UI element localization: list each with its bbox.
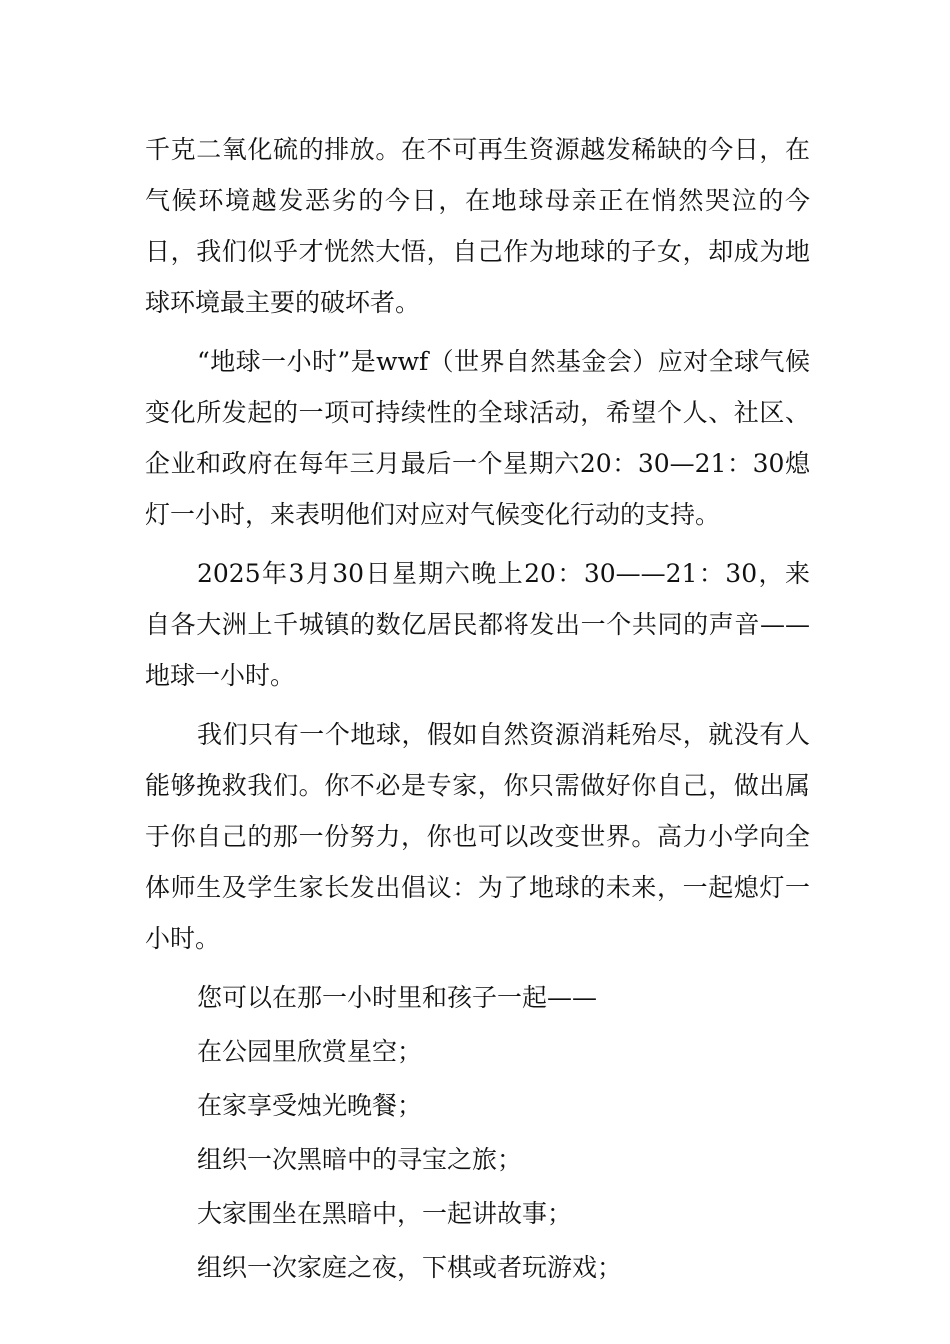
list-item: 组织一次黑暗中的寻宝之旅；: [197, 1145, 523, 1174]
document-body: [145, 124, 810, 1296]
paragraph-3: 2025年3月30日星期六晚上20：30——21：30，来自各大洲上千城镇的数亿居民都将发出一个共同的声音——地球一小时。: [145, 559, 810, 690]
list-item: 大家围坐在黑暗中，一起讲故事；: [197, 1199, 573, 1228]
list-item: 在公园里欣赏星空；: [197, 1037, 423, 1066]
list-item: 在家享受烛光晚餐；: [197, 1091, 423, 1120]
paragraph-4: 我们只有一个地球，假如自然资源消耗殆尽，就没有人能够挽救我们。你不必是专家，你只需做好你自己，做出属于你自己的那一份努力，你也可以改变世界。高力小学向全体师生及学生家长发出倡议：为了地球的未来，一起熄灯一小时。: [145, 720, 810, 953]
paragraph-2: “地球一小时”是wwf（世界自然基金会）应对全球气候变化所发起的一项可持续性的全球活动，希望个人、社区、企业和政府在每年三月最后一个星期六20：30—21：30熄灯一小时，来表明他们对应对气候变化行动的支持。: [145, 347, 810, 529]
paragraph-1: 千克二氧化硫的排放。在不可再生资源越发稀缺的今日，在气候环境越发恶劣的今日，在地球母亲正在悄然哭泣的今日，我们似乎才恍然大悟，自己作为地球的子女，却成为地球环境最主要的破坏者。: [145, 135, 810, 317]
list-intro: 您可以在那一小时里和孩子一起——: [197, 983, 598, 1012]
list-item: 组织一次家庭之夜，下棋或者玩游戏；: [197, 1253, 623, 1282]
